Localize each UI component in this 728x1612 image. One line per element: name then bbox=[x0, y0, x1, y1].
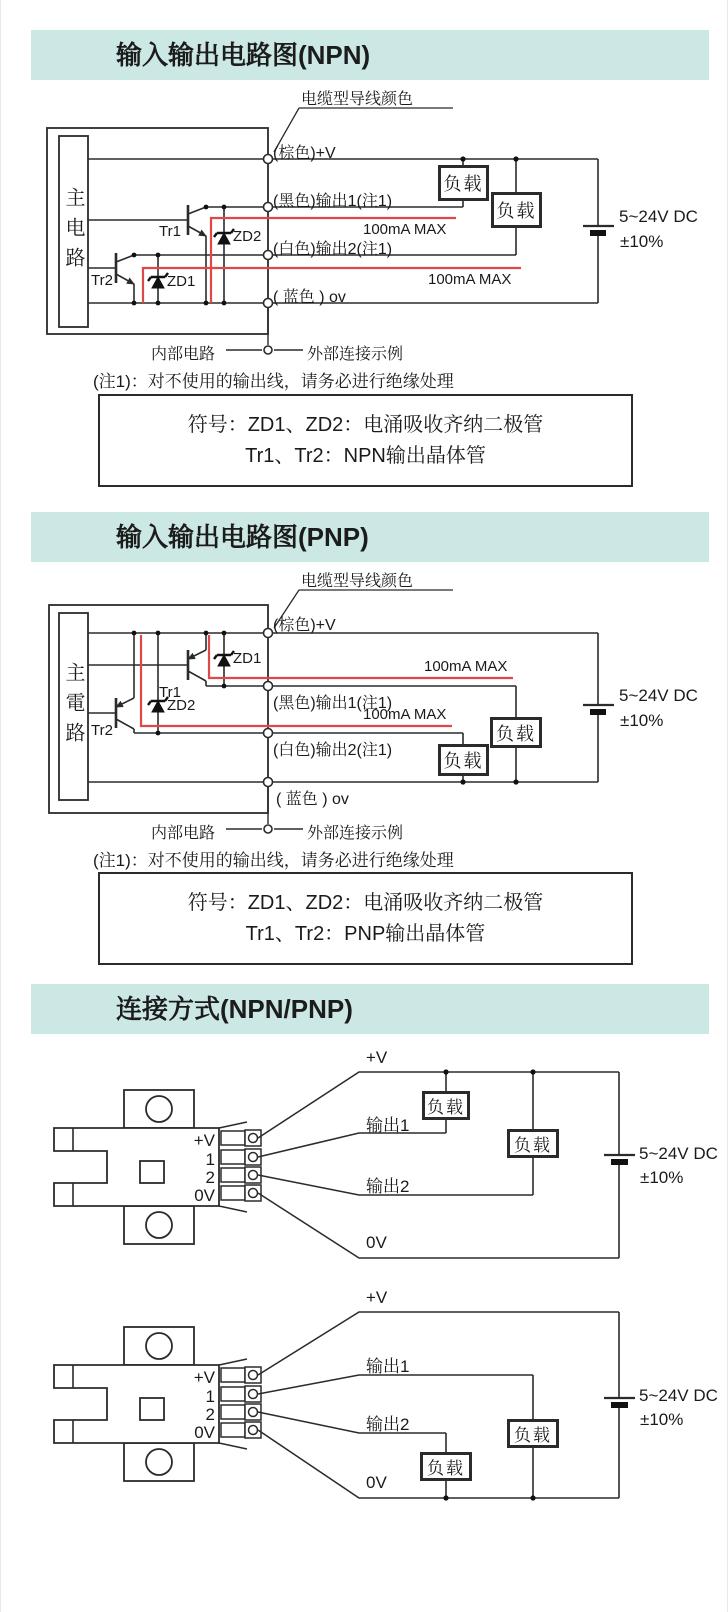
current-max-1-npn: 100mA MAX bbox=[363, 221, 447, 238]
supply-tolerance-pnp: ±10% bbox=[620, 711, 664, 730]
symbol-note-box-npn bbox=[98, 394, 633, 487]
supply-voltage-conn1: 5~24V DC bbox=[639, 1144, 718, 1163]
section-title-connection: 连接方式(NPN/PNP) bbox=[116, 994, 353, 1024]
supply-voltage-npn: 5~24V DC bbox=[619, 207, 698, 226]
cable-color-label-pnp: 电缆型导线颜色 bbox=[301, 573, 414, 590]
symbol-note-line2-pnp: Tr1、Tr2：PNP输出晶体管 bbox=[245, 922, 486, 945]
symbol-note-line1-npn: 符号：ZD1、ZD2：电涌吸收齐纳二极管 bbox=[187, 413, 544, 436]
wire-label-brown-npn: (棕色)+V bbox=[273, 145, 336, 162]
zd1-label-npn: ZD1 bbox=[167, 273, 196, 290]
wire-0v-conn2: 0V bbox=[366, 1473, 387, 1492]
pin-label-1-conn2: 1 bbox=[205, 1387, 215, 1406]
wire-out2-conn2: 输出2 bbox=[366, 1415, 410, 1434]
legend-internal-npn: 内部电路 bbox=[151, 346, 216, 363]
pin-label-2-conn2: 2 bbox=[205, 1405, 215, 1424]
pin-label-1-conn1: 1 bbox=[205, 1150, 215, 1169]
legend-internal-pnp: 内部电路 bbox=[151, 825, 216, 842]
load-box-2-pnp: 负载 bbox=[439, 745, 488, 775]
section-header-connection bbox=[31, 984, 709, 1034]
zd2-label-npn: ZD2 bbox=[233, 228, 262, 245]
section-title-npn: 输入输出电路图(NPN) bbox=[116, 40, 371, 70]
zd2-label-pnp: ZD2 bbox=[167, 697, 196, 714]
load-box-2-conn2: 负载 bbox=[421, 1453, 471, 1480]
wire-label-white-npn: (白色)输出2(注1) bbox=[273, 241, 393, 258]
pin-label-v-conn1: +V bbox=[193, 1131, 215, 1150]
supply-tolerance-conn1: ±10% bbox=[640, 1168, 684, 1187]
symbol-note-box-pnp bbox=[98, 872, 633, 965]
battery-plate-conn1 bbox=[611, 1159, 628, 1165]
battery-plate-npn bbox=[590, 230, 606, 236]
load-box-2-conn1: 负载 bbox=[508, 1130, 558, 1157]
pin-label-v-conn2: +V bbox=[193, 1368, 215, 1387]
load-box-1-npn: 负载 bbox=[439, 166, 488, 200]
load-box-1-conn1: 负载 bbox=[423, 1092, 469, 1119]
zd1-label-pnp: ZD1 bbox=[233, 650, 262, 667]
wire-label-blue-pnp: ( 蓝色 ) ov bbox=[276, 791, 349, 808]
wire-label-brown-pnp: (棕色)+V bbox=[273, 617, 336, 634]
main-circuit-label-pnp: 主電路 bbox=[62, 661, 84, 752]
section-header-pnp bbox=[31, 512, 709, 562]
legend-external-npn: 外部连接示例 bbox=[307, 346, 404, 363]
wire-out2-conn1: 输出2 bbox=[366, 1177, 410, 1196]
current-max-1-pnp: 100mA MAX bbox=[424, 658, 508, 675]
wire-label-black-pnp: (黑色)输出1(注1) bbox=[273, 695, 393, 712]
wire-label-blue-npn: ( 蓝色 ) ov bbox=[273, 289, 346, 306]
current-max-2-pnp: 100mA MAX bbox=[363, 706, 447, 723]
wire-v-conn2: +V bbox=[366, 1288, 388, 1307]
pin-label-0v-conn2: 0V bbox=[194, 1423, 215, 1442]
section-header-npn bbox=[31, 30, 709, 80]
wire-label-black-npn: (黑色)输出1(注1) bbox=[273, 193, 393, 210]
supply-tolerance-npn: ±10% bbox=[620, 232, 664, 251]
wire-label-white-pnp: (白色)输出2(注1) bbox=[273, 742, 393, 759]
load-box-1-conn2: 负载 bbox=[508, 1420, 558, 1447]
main-circuit-label-npn: 主电路 bbox=[62, 186, 84, 277]
pin-label-0v-conn1: 0V bbox=[194, 1186, 215, 1205]
battery-plate-pnp bbox=[590, 709, 606, 715]
wire-out1-conn2: 输出1 bbox=[366, 1357, 410, 1376]
wire-out1-conn1: 输出1 bbox=[366, 1116, 410, 1135]
tr2-label-pnp: Tr2 bbox=[91, 722, 113, 739]
load-box-2-npn: 负载 bbox=[492, 193, 541, 227]
supply-tolerance-conn2: ±10% bbox=[640, 1410, 684, 1429]
tr2-label-npn: Tr2 bbox=[91, 272, 113, 289]
note1-pnp: (注1)：对不使用的输出线，请务必进行绝缘处理 bbox=[93, 851, 454, 870]
tr1-label-pnp: Tr1 bbox=[159, 684, 181, 701]
note1-npn: (注1)：对不使用的输出线，请务必进行绝缘处理 bbox=[93, 372, 454, 391]
pin-label-2-conn1: 2 bbox=[205, 1168, 215, 1187]
load-box-1-pnp: 负载 bbox=[491, 718, 541, 747]
wire-v-conn1: +V bbox=[366, 1048, 388, 1067]
section-title-pnp: 输入输出电路图(PNP) bbox=[116, 522, 369, 552]
symbol-note-line1-pnp: 符号：ZD1、ZD2：电涌吸收齐纳二极管 bbox=[187, 891, 544, 914]
current-max-2-npn: 100mA MAX bbox=[428, 271, 512, 288]
legend-external-pnp: 外部连接示例 bbox=[307, 825, 404, 842]
supply-voltage-conn2: 5~24V DC bbox=[639, 1386, 718, 1405]
cable-color-label-npn: 电缆型导线颜色 bbox=[301, 91, 414, 108]
battery-plate-conn2 bbox=[611, 1402, 628, 1408]
supply-voltage-pnp: 5~24V DC bbox=[619, 686, 698, 705]
wire-0v-conn1: 0V bbox=[366, 1233, 387, 1252]
symbol-note-line2-npn: Tr1、Tr2：NPN输出晶体管 bbox=[245, 444, 486, 467]
tr1-label-npn: Tr1 bbox=[159, 223, 181, 240]
